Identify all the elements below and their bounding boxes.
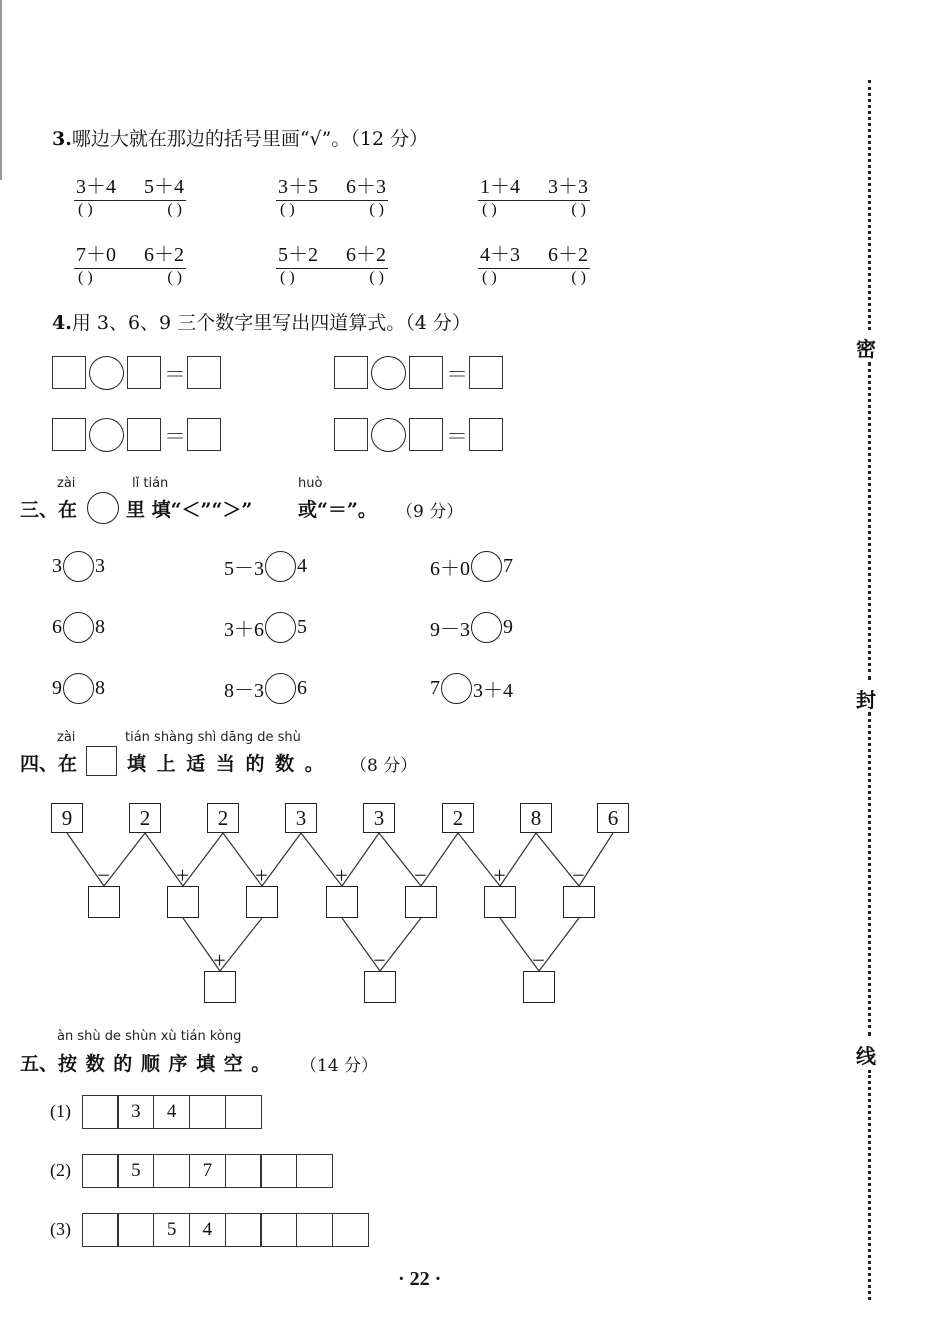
s5-title: 五、按 数 的 顺 序 填 空 。: [20, 1053, 271, 1075]
q3-expression: 5＋2: [278, 244, 318, 266]
sequence-row: [83, 1213, 369, 1247]
tree-number-box: 6: [597, 803, 629, 833]
answer-paren[interactable]: ( ): [482, 201, 497, 218]
sequence-blank-cell[interactable]: [225, 1095, 262, 1129]
q3-number: 3.: [52, 128, 72, 150]
tree-answer-box[interactable]: [405, 886, 437, 918]
compare-right: 8: [95, 616, 105, 638]
tree-answer-box[interactable]: [523, 971, 555, 1003]
answer-paren[interactable]: ( ): [369, 201, 384, 218]
compare-left: 5－3: [224, 558, 264, 580]
answer-paren[interactable]: ( ): [78, 201, 93, 218]
tree-answer-box[interactable]: [204, 971, 236, 1003]
compare-right: 4: [297, 555, 307, 577]
tree-number-box: 2: [207, 803, 239, 833]
q3-expression: 5＋4: [144, 176, 184, 198]
sequence-given-cell: 5: [117, 1154, 154, 1188]
s4-instruction: 填 上 适 当 的 数 。: [127, 753, 324, 775]
compare-left: 7: [430, 677, 440, 699]
tree-operator: －: [373, 954, 387, 969]
tree-operator: －: [572, 869, 586, 884]
answer-paren[interactable]: ( ): [280, 201, 295, 218]
binding-char-bottom: 线: [856, 1044, 876, 1068]
s4-score: （8 分）: [350, 756, 418, 776]
answer-paren[interactable]: ( ): [78, 269, 93, 286]
q4-text: 用 3、6、9 三个数字里写出四道算式。（4 分）: [71, 312, 471, 334]
answer-paren[interactable]: ( ): [280, 269, 295, 286]
sequence-blank-cell[interactable]: [296, 1154, 333, 1188]
sequence-blank-cell[interactable]: [296, 1213, 333, 1247]
tree-number-box: 8: [520, 803, 552, 833]
compare-right: 7: [503, 555, 513, 577]
compare-right: 5: [297, 616, 307, 638]
compare-right: 9: [503, 616, 513, 638]
s4-pinyin-zai: zài: [57, 730, 76, 745]
s3-pinyin-huo: huò: [298, 476, 323, 491]
tree-operator: ＋: [335, 869, 349, 884]
tree-answer-box[interactable]: [563, 886, 595, 918]
equals-sign: ＝: [446, 424, 469, 449]
tree-operator: ＋: [255, 869, 269, 884]
tree-operator: ＋: [493, 869, 507, 884]
s3-pinyin-li-tian: lǐ tián: [132, 476, 169, 491]
equals-sign: ＝: [164, 424, 187, 449]
sequence-blank-cell[interactable]: [189, 1095, 226, 1129]
sequence-blank-cell[interactable]: [260, 1213, 297, 1247]
equals-sign: ＝: [446, 362, 469, 387]
tree-number-box: 3: [285, 803, 317, 833]
s3-label: 三、在: [20, 499, 78, 521]
s5-score: （14 分）: [300, 1056, 379, 1076]
compare-left: 8－3: [224, 680, 264, 702]
sequence-blank-cell[interactable]: [117, 1213, 154, 1247]
s5-pinyin: àn shù de shùn xù tián kòng: [57, 1029, 242, 1044]
answer-paren[interactable]: ( ): [571, 201, 586, 218]
q3-expression: 6＋3: [346, 176, 386, 198]
sequence-row: [83, 1095, 262, 1129]
answer-paren[interactable]: ( ): [482, 269, 497, 286]
s3-instruction-or: 或“＝”。: [298, 499, 377, 521]
tree-connector: [104, 833, 145, 886]
sequence-given-cell: 4: [153, 1095, 190, 1129]
q4-number: 4.: [52, 312, 72, 334]
q3-expression: 6＋2: [346, 244, 386, 266]
compare-left: 6: [52, 616, 62, 638]
tree-number-box: 9: [51, 803, 83, 833]
compare-left: 3: [52, 555, 62, 577]
s3-pinyin-zai: zài: [57, 476, 76, 491]
q3-expression: 7＋0: [76, 244, 116, 266]
sequence-row: [83, 1154, 333, 1188]
equals-sign: ＝: [164, 362, 187, 387]
tree-answer-box[interactable]: [167, 886, 199, 918]
answer-paren[interactable]: ( ): [167, 201, 182, 218]
compare-left: 3＋6: [224, 619, 264, 641]
tree-answer-box[interactable]: [364, 971, 396, 1003]
binding-dots-2: [868, 362, 871, 680]
q3-expression: 3＋3: [548, 176, 588, 198]
binding-dots-4: [868, 1070, 871, 1300]
tree-answer-box[interactable]: [326, 886, 358, 918]
sequence-given-cell: 3: [117, 1095, 154, 1129]
sequence-blank-cell[interactable]: [225, 1213, 262, 1247]
sequence-blank-cell[interactable]: [225, 1154, 262, 1188]
answer-paren[interactable]: ( ): [369, 269, 384, 286]
q3-expression: 4＋3: [480, 244, 520, 266]
sequence-given-cell: 4: [189, 1213, 226, 1247]
tree-connector: [380, 918, 421, 971]
sequence-blank-cell[interactable]: [260, 1154, 297, 1188]
sequence-given-cell: 7: [189, 1154, 226, 1188]
binding-char-top: 密: [856, 337, 876, 361]
sequence-label: (2): [50, 1160, 71, 1180]
tree-connector: [220, 918, 262, 971]
tree-operator: ＋: [213, 954, 227, 969]
compare-right: 6: [297, 677, 307, 699]
tree-operator: －: [97, 869, 111, 884]
q3-expression: 1＋4: [480, 176, 520, 198]
page-number: · 22 ·: [398, 1268, 442, 1290]
sequence-given-cell: 5: [153, 1213, 190, 1247]
tree-answer-box[interactable]: [88, 886, 120, 918]
q3-expression: 6＋2: [144, 244, 184, 266]
sequence-blank-cell[interactable]: [82, 1213, 119, 1247]
sequence-label: (3): [50, 1219, 71, 1239]
tree-number-box: 2: [442, 803, 474, 833]
tree-operator: ＋: [176, 869, 190, 884]
sequence-blank-cell[interactable]: [82, 1095, 119, 1129]
tree-operator: －: [532, 954, 546, 969]
s3-instruction: 里 填“＜”“＞”: [126, 499, 253, 521]
sequence-label: (1): [50, 1101, 71, 1121]
compare-left: 9: [52, 677, 62, 699]
tree-number-box: 3: [363, 803, 395, 833]
s3-score: （9 分）: [396, 502, 464, 522]
q3-expression: 3＋5: [278, 176, 318, 198]
compare-left: 9－3: [430, 619, 470, 641]
compare-right: 8: [95, 677, 105, 699]
answer-paren[interactable]: ( ): [167, 269, 182, 286]
binding-dots-1: [868, 80, 871, 330]
s4-pinyin-rest: tián shàng shì dāng de shù: [125, 730, 301, 745]
q3-expression: 6＋2: [548, 244, 588, 266]
binding-char-middle: 封: [856, 688, 876, 712]
answer-paren[interactable]: ( ): [571, 269, 586, 286]
compare-left: 6＋0: [430, 558, 470, 580]
tree-number-box: 2: [129, 803, 161, 833]
tree-answer-box[interactable]: [246, 886, 278, 918]
compare-right: 3＋4: [473, 680, 513, 702]
sequence-blank-cell[interactable]: [332, 1213, 369, 1247]
tree-operator: －: [414, 869, 428, 884]
binding-dots-3: [868, 712, 871, 1036]
sequence-blank-cell[interactable]: [82, 1154, 119, 1188]
q3-text: 哪边大就在那边的括号里画“√”。（12 分）: [71, 128, 429, 150]
q3-expression: 3＋4: [76, 176, 116, 198]
compare-right: 3: [95, 555, 105, 577]
s4-label: 四、在: [20, 753, 78, 775]
tree-answer-box[interactable]: [484, 886, 516, 918]
sequence-blank-cell[interactable]: [153, 1154, 190, 1188]
